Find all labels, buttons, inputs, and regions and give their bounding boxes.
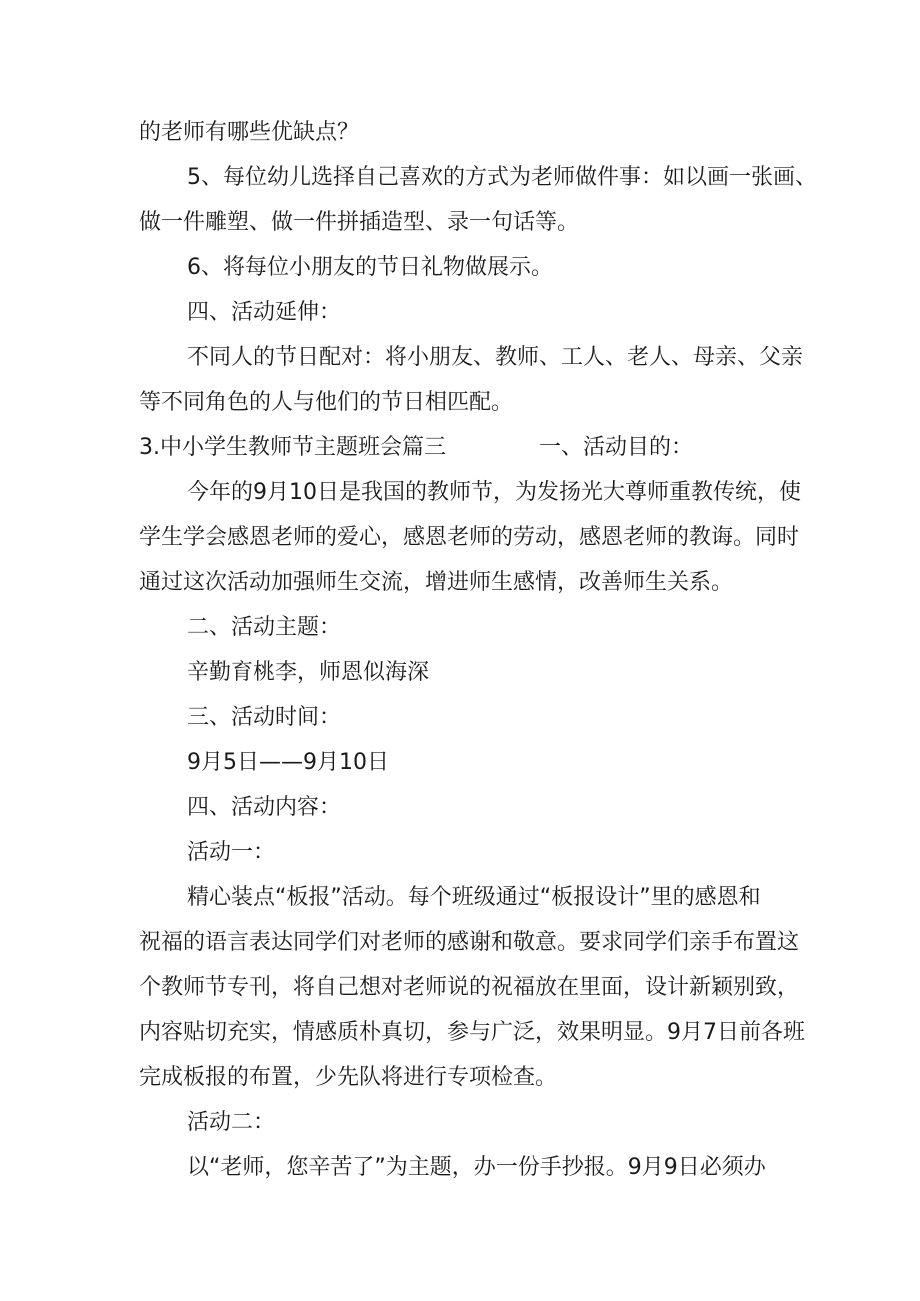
text-line: 个教师节专刊，将自己想对老师说的祝福放在里面，设计新颖别致， <box>139 975 800 1000</box>
text-line: 9月5日——9月10日 <box>187 750 389 775</box>
text-line: 做一件雕塑、做一件拼插造型、录一句话等。 <box>139 210 580 235</box>
text-line: 以“老师，您辛苦了”为主题，办一份手抄报。9月9日必须办 <box>187 1155 766 1180</box>
list-item-6: 6、将每位小朋友的节日礼物做展示。 <box>187 255 553 280</box>
section-heading: 一、活动目的： <box>539 435 694 460</box>
text-line: 的老师有哪些优缺点？ <box>139 120 360 145</box>
text-line: 内容贴切充实，情感质朴真切，参与广泛，效果明显。9月7日前各班 <box>139 1020 805 1045</box>
section-heading: 四、活动延伸： <box>187 300 342 325</box>
text-line: 通过这次活动加强师生交流，增进师生感情，改善师生关系。 <box>139 570 734 595</box>
text-line: 活动二： <box>187 1110 276 1135</box>
list-item-5: 5、每位幼儿选择自己喜欢的方式为老师做件事：如以画一张画、 <box>187 165 817 190</box>
text-line: 等不同角色的人与他们的节日相匹配。 <box>139 390 514 415</box>
section-heading: 四、活动内容： <box>187 795 342 820</box>
text-line: 精心装点“板报”活动。每个班级通过“板报设计”里的感恩和 <box>187 885 761 910</box>
text-line: 祝福的语言表达同学们对老师的感谢和敬意。要求同学们亲手布置这 <box>139 930 800 955</box>
text-line: 活动一： <box>187 840 276 865</box>
chapter-title: 3.中小学生教师节主题班会篇三 <box>139 435 446 460</box>
text-line: 学生学会感恩老师的爱心，感恩老师的劳动，感恩老师的教诲。同时 <box>139 525 800 550</box>
text-line: 不同人的节日配对：将小朋友、教师、工人、老人、母亲、父亲 <box>187 345 804 370</box>
section-heading: 二、活动主题： <box>187 615 342 640</box>
text-line: 完成板报的布置，少先队将进行专项检查。 <box>139 1065 558 1090</box>
text-line: 辛勤育桃李，师恩似海深 <box>187 660 430 685</box>
text-line: 今年的9月10日是我国的教师节，为发扬光大尊师重教传统，使 <box>187 480 801 505</box>
section-heading: 三、活动时间： <box>187 705 342 730</box>
